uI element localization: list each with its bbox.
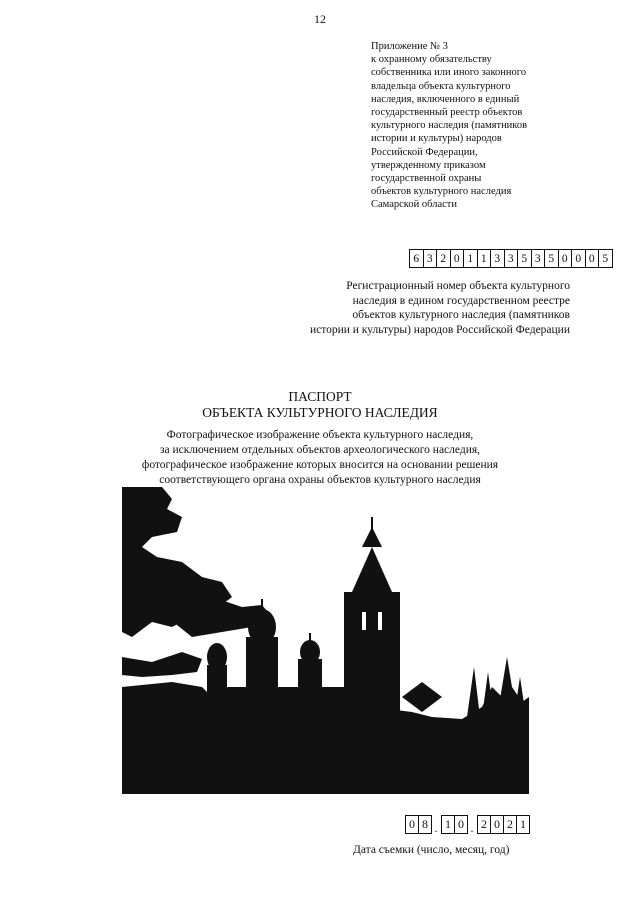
date-separator: .: [470, 821, 474, 835]
registration-number: [409, 249, 612, 268]
registration-digit: 1: [477, 249, 492, 268]
appendix-line: Российской Федерации,: [371, 146, 478, 158]
date-year-digit: 2: [477, 815, 491, 834]
registration-digit: 1: [463, 249, 478, 268]
date-caption: Дата съемки (число, месяц, год): [353, 844, 510, 856]
date-month-digit: 0: [454, 815, 468, 834]
appendix-line: культурного наследия (памятников: [371, 120, 528, 132]
date-year-digit: 2: [503, 815, 517, 834]
photo-date: [405, 815, 529, 834]
date-year-digit: 0: [490, 815, 504, 834]
appendix-line: собственника или иного законного: [371, 67, 527, 79]
appendix-line: к охранному обязательству: [371, 54, 492, 66]
date-month-digit: 1: [441, 815, 455, 834]
page-number: 12: [314, 12, 326, 26]
date-separator: .: [434, 821, 438, 835]
document-title: ПАСПОРТ: [288, 389, 352, 404]
registration-caption-line: объектов культурного наследия (памятников: [352, 309, 570, 321]
registration-digit: 5: [598, 249, 613, 268]
appendix-line: наследия, включенного в единый: [371, 93, 520, 105]
document-subtitle: ОБЪЕКТА КУЛЬТУРНОГО НАСЛЕДИЯ: [202, 405, 438, 420]
date-year-digit: 1: [516, 815, 530, 834]
photo-caption-line: за исключением отдельных объектов археологического наследия,: [159, 444, 481, 456]
registration-digit: 6: [409, 249, 424, 268]
date-day-digit: 8: [418, 815, 432, 834]
registration-caption-line: наследия в едином государственном реестре: [352, 294, 570, 307]
appendix-line: владельца объекта культурного: [371, 80, 511, 92]
registration-digit: 5: [517, 249, 532, 268]
registration-digit: 3: [531, 249, 546, 268]
photo-caption: [110, 428, 530, 488]
photo-caption-line: соответствующего органа охраны объектов культурного наследия: [159, 474, 481, 486]
photo-caption-line: фотографическое изображение которых вносится на основании решения: [141, 459, 499, 471]
registration-caption: [270, 279, 570, 337]
registration-digit: 0: [585, 249, 600, 268]
registration-caption-line: Регистрационный номер объекта культурного: [346, 280, 570, 292]
date-day-digit: 0: [405, 815, 419, 834]
appendix-line: государственный реестр объектов: [371, 107, 523, 119]
church-photo: [122, 487, 529, 794]
photo-caption-line: Фотографическое изображение объекта культурного наследия,: [166, 429, 474, 441]
appendix-line: Самарской области: [371, 199, 457, 211]
appendix-note: [371, 40, 611, 212]
registration-digit: 5: [544, 249, 559, 268]
registration-digit: 2: [436, 249, 451, 268]
registration-digit: 3: [490, 249, 505, 268]
appendix-line: истории и культуры) народов: [371, 133, 502, 145]
registration-digit: 3: [423, 249, 438, 268]
appendix-line: объектов культурного наследия: [371, 186, 512, 198]
registration-digit: 0: [571, 249, 586, 268]
appendix-line: Приложение № 3: [371, 41, 448, 52]
registration-digit: 0: [450, 249, 465, 268]
registration-digit: 0: [558, 249, 573, 268]
registration-caption-line: истории и культуры) народов Российской Федерации: [309, 323, 570, 336]
appendix-line: государственной охраны: [371, 173, 482, 185]
appendix-line: утвержденному приказом: [371, 159, 486, 171]
registration-digit: 3: [504, 249, 519, 268]
